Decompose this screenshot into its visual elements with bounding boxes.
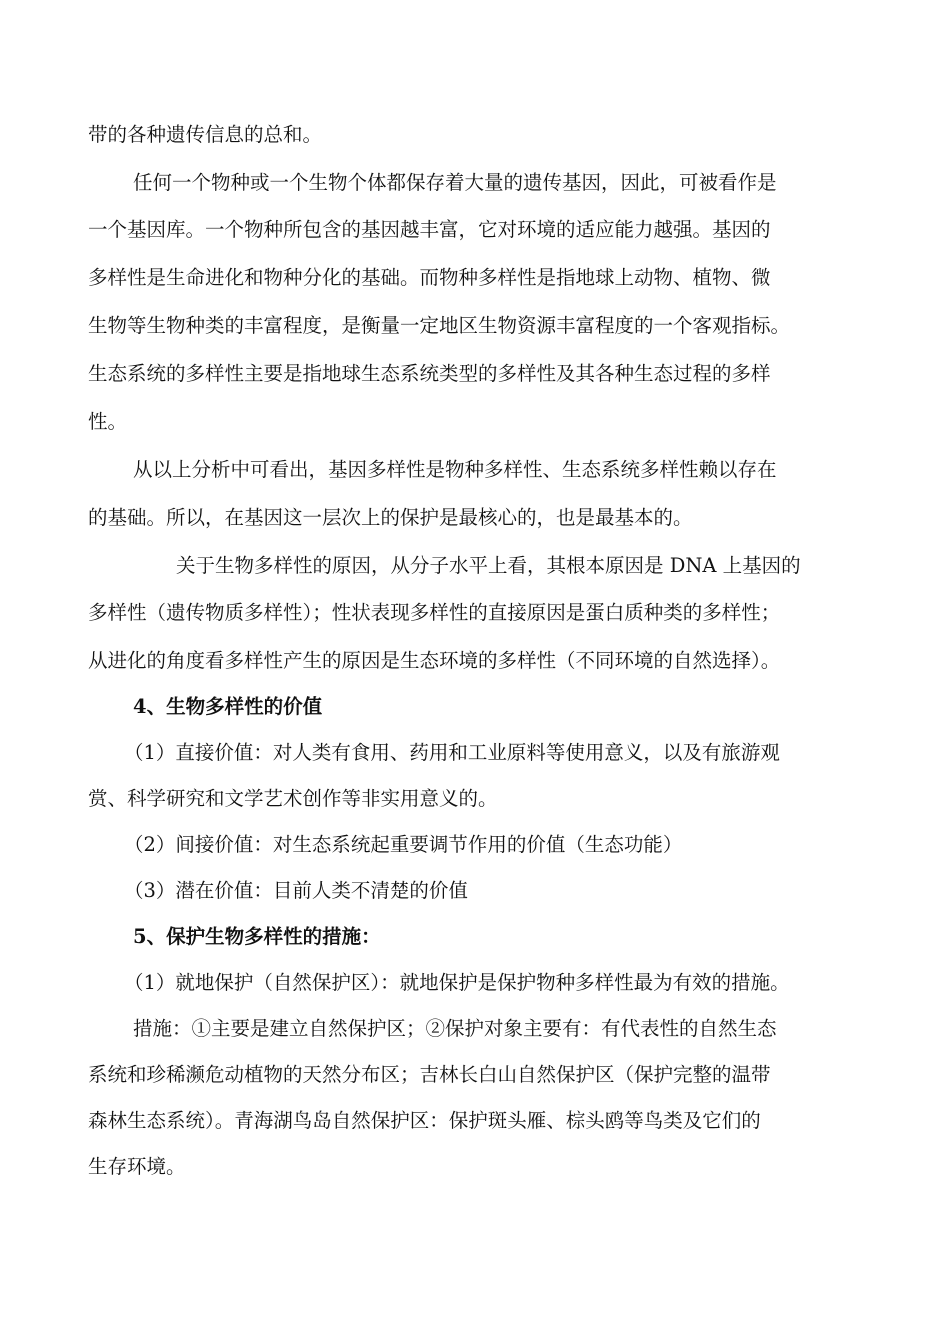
paragraph-line: 措施：①主要是建立自然保护区；②保护对象主要有：有代表性的自然生态 [133, 1017, 777, 1040]
paragraph-line: （2）间接价值：对生态系统起重要调节作用的价值（生态功能） [124, 833, 683, 856]
paragraph-line: 赏、科学研究和文学艺术创作等非实用意义的。 [88, 787, 498, 810]
paragraph-line: 性。 [88, 410, 128, 433]
paragraph-line: 生态系统的多样性主要是指地球生态系统类型的多样性及其各种生态过程的多样 [88, 362, 771, 385]
paragraph-line: 系统和珍稀濒危动植物的天然分布区；吉林长白山自然保护区（保护完整的温带 [88, 1063, 771, 1086]
paragraph-line: 从以上分析中可看出，基因多样性是物种多样性、生态系统多样性赖以存在 [133, 458, 777, 481]
paragraph-line: 的基础。所以，在基因这一层次上的保护是最核心的，也是最基本的。 [88, 506, 693, 529]
paragraph-line: 关于生物多样性的原因，从分子水平上看，其根本原因是 DNA 上基因的 [176, 554, 801, 577]
paragraph-line: 一个基因库。一个物种所包含的基因越丰富，它对环境的适应能力越强。基因的 [88, 218, 771, 241]
paragraph-line: 生物等生物种类的丰富程度，是衡量一定地区生物资源丰富程度的一个客观指标。 [88, 314, 791, 337]
paragraph-line: 多样性是生命进化和物种分化的基础。而物种多样性是指地球上动物、植物、微 [88, 266, 771, 289]
paragraph-line: 从进化的角度看多样性产生的原因是生态环境的多样性（不同环境的自然选择）。 [88, 649, 781, 672]
section-heading: 4、生物多样性的价值 [133, 695, 323, 718]
paragraph-line: 生存环境。 [88, 1155, 186, 1178]
paragraph-line: （1）直接价值：对人类有食用、药用和工业原料等使用意义，以及有旅游观 [124, 741, 780, 764]
paragraph-line: 多样性（遗传物质多样性）；性状表现多样性的直接原因是蛋白质种类的多样性； [88, 601, 781, 624]
paragraph-line: （1）就地保护（自然保护区）：就地保护是保护物种多样性最为有效的措施。 [124, 971, 790, 994]
section-heading: 5、保护生物多样性的措施： [133, 925, 381, 948]
paragraph-line: （3）潜在价值：目前人类不清楚的价值 [124, 879, 468, 902]
paragraph-line: 带的各种遗传信息的总和。 [88, 123, 323, 146]
paragraph-line: 任何一个物种或一个生物个体都保存着大量的遗传基因，因此，可被看作是 [133, 171, 777, 194]
paragraph-line: 森林生态系统）。青海湖鸟岛自然保护区：保护斑头雁、棕头鸥等鸟类及它们的 [88, 1109, 761, 1132]
